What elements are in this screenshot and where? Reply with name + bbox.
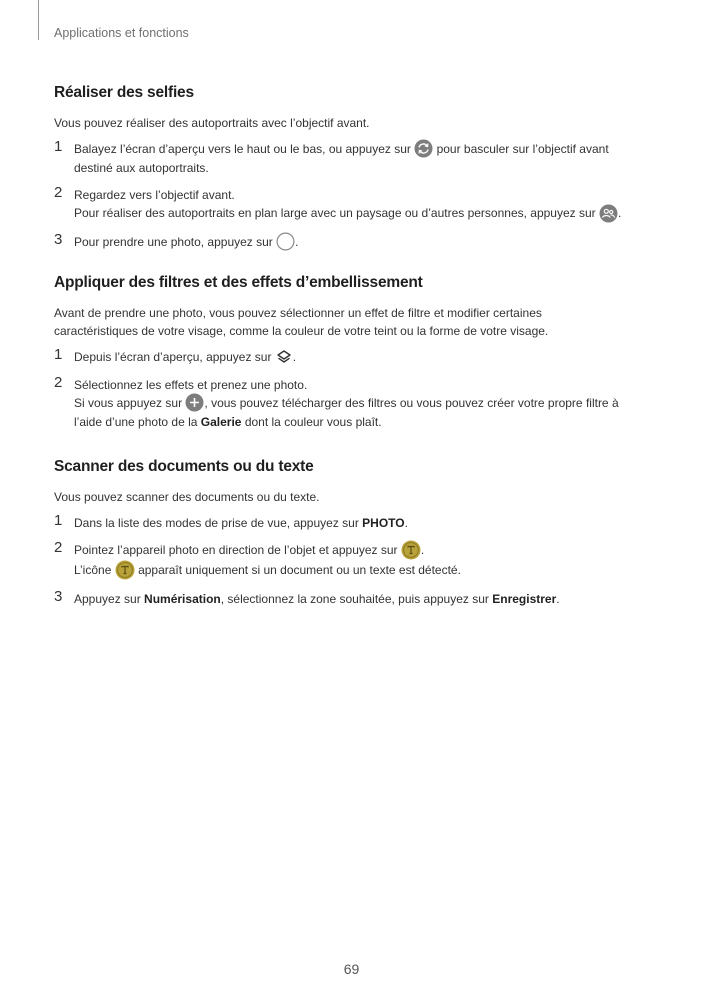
- step-text: destiné aux autoportraits.: [74, 161, 209, 176]
- step-text: L’icône: [74, 563, 112, 578]
- photo-mode-label: PHOTO: [362, 516, 405, 530]
- scan-button-label: Numérisation: [144, 592, 221, 606]
- step-text: .: [556, 592, 560, 606]
- step-number: 1: [54, 512, 63, 529]
- step-text: Balayez l’écran d’aperçu vers le haut ou le bas, ou appuyez sur: [74, 142, 411, 156]
- step-text: .: [404, 516, 408, 530]
- step-text: apparaît uniquement si un document ou un texte est détecté.: [138, 563, 461, 578]
- step-text: Si vous appuyez sur: [74, 395, 183, 410]
- step-text: dont la couleur vous plaît.: [244, 415, 382, 430]
- step-text: Pointez l’appareil photo en direction de l’objet et appuyez sur: [74, 543, 398, 558]
- step-text: Pour prendre une photo, appuyez sur: [74, 234, 273, 249]
- wide-selfie-icon: [599, 204, 618, 223]
- step-text: , vous pouvez télécharger des filtres ou vous pouvez créer votre propre filtre à: [204, 395, 619, 410]
- step-number: 2: [54, 539, 63, 556]
- step-text: .: [618, 206, 622, 221]
- step-text: .: [295, 234, 299, 249]
- gallery-label: Galerie: [200, 415, 242, 430]
- section-title: Scanner des documents ou du texte: [54, 458, 314, 475]
- section-intro: Vous pouvez scanner des documents ou du texte.: [54, 490, 320, 504]
- step-number: 3: [54, 588, 63, 605]
- step-number: 1: [54, 138, 63, 155]
- step-item: [54, 514, 654, 532]
- step-text: pour basculer sur l’objectif avant: [436, 142, 609, 156]
- step-text: Depuis l’écran d’aperçu, appuyez sur: [74, 350, 272, 364]
- step-text: Appuyez sur: [74, 592, 141, 606]
- step-text: Pour réaliser des autoportraits en plan large avec un paysage ou d’autres personnes, appuyez sur: [74, 206, 596, 221]
- step-list: [54, 140, 654, 252]
- section-scanner: [54, 458, 654, 617]
- section-intro: Vous pouvez réaliser des autoportraits avec l’objectif avant.: [54, 116, 370, 130]
- section-filters: [54, 274, 654, 440]
- section-intro: Avant de prendre une photo, vous pouvez sélectionner un effet de filtre et modifier certaines caractéristiques de votre visage, comme la couleur de votre teint ou la forme de votre visage.: [54, 306, 549, 338]
- section-title: Réaliser des selfies: [54, 84, 194, 101]
- step-item: [54, 348, 654, 367]
- step-text: .: [292, 350, 297, 364]
- step-number: 2: [54, 373, 63, 391]
- step-text: Regardez vers l’objectif avant.: [74, 188, 235, 203]
- step-number: 2: [54, 184, 63, 202]
- step-item: [54, 590, 654, 608]
- step-text: .: [420, 543, 425, 558]
- step-item: [54, 230, 654, 252]
- step-list: [54, 348, 654, 431]
- step-text: , sélectionnez la zone souhaitée, puis appuyez sur: [220, 592, 489, 606]
- save-button-label: Enregistrer: [492, 592, 557, 606]
- switch-camera-icon: [414, 139, 433, 158]
- step-list: [54, 514, 654, 608]
- step-item: [54, 373, 654, 431]
- header-title: Applications et fonctions: [54, 26, 189, 40]
- step-number: 3: [54, 230, 63, 248]
- page-number: 69: [343, 961, 360, 977]
- filters-icon: [275, 348, 293, 366]
- step-item: [54, 541, 654, 581]
- step-number: 1: [54, 346, 63, 363]
- section-selfies: [54, 84, 654, 261]
- step-item: [54, 140, 654, 177]
- step-text: l’aide d’une photo de la: [74, 415, 198, 430]
- section-title: Appliquer des filtres et des effets d’embellissement: [54, 274, 423, 291]
- add-icon: [185, 393, 204, 412]
- step-text: Dans la liste des modes de prise de vue, appuyez sur: [74, 516, 359, 530]
- header-rule: [38, 0, 39, 40]
- scan-icon: [115, 560, 135, 580]
- step-text: Sélectionnez les effets et prenez une photo.: [74, 377, 308, 392]
- step-item: [54, 186, 654, 223]
- shutter-icon: [276, 232, 295, 251]
- scan-icon: [401, 540, 421, 560]
